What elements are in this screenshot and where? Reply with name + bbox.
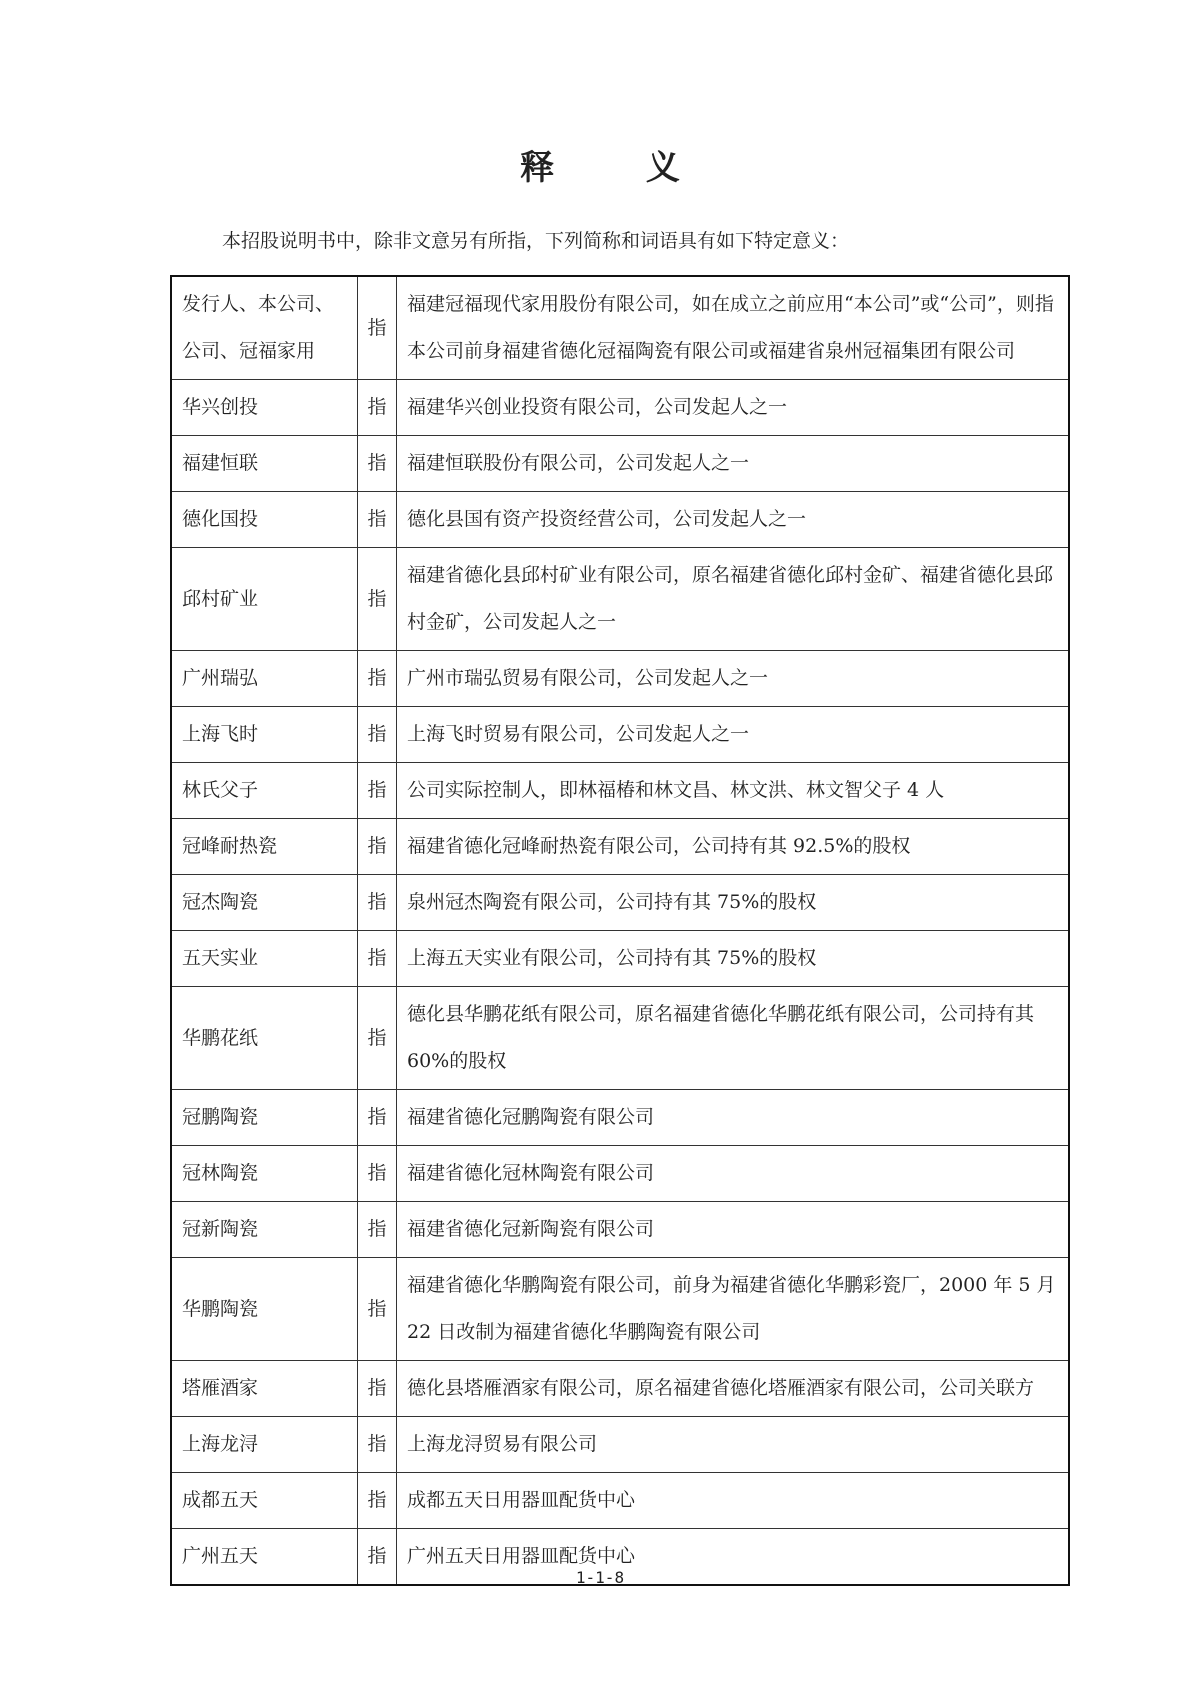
ref-cell: 指 xyxy=(358,651,397,707)
ref-cell: 指 xyxy=(358,1417,397,1473)
table-row xyxy=(171,1258,1069,1361)
ref-cell: 指 xyxy=(358,1473,397,1529)
page-title: 释 义 xyxy=(520,148,720,188)
ref-cell: 指 xyxy=(358,1090,397,1146)
ref-cell: 指 xyxy=(358,548,397,651)
table-row xyxy=(171,987,1069,1090)
definition-cell: 公司实际控制人，即林福椿和林文昌、林文洪、林文智父子 4 人 xyxy=(397,763,1070,819)
definition-cell: 福建省德化冠鹏陶瓷有限公司 xyxy=(397,1090,1070,1146)
definition-cell: 德化县华鹏花纸有限公司，原名福建省德化华鹏花纸有限公司，公司持有其 60%的股权 xyxy=(397,987,1070,1090)
ref-cell: 指 xyxy=(358,1202,397,1258)
term-cell: 塔雁酒家 xyxy=(171,1361,358,1417)
definition-cell: 广州市瑞弘贸易有限公司，公司发起人之一 xyxy=(397,651,1070,707)
table-row xyxy=(171,380,1069,436)
ref-cell: 指 xyxy=(358,380,397,436)
term-cell: 上海龙浔 xyxy=(171,1417,358,1473)
definition-cell: 福建省德化冠林陶瓷有限公司 xyxy=(397,1146,1070,1202)
definition-cell: 福建省德化冠新陶瓷有限公司 xyxy=(397,1202,1070,1258)
table-row xyxy=(171,1473,1069,1529)
ref-cell: 指 xyxy=(358,1258,397,1361)
definition-cell: 德化县塔雁酒家有限公司，原名福建省德化塔雁酒家有限公司，公司关联方 xyxy=(397,1361,1070,1417)
ref-cell: 指 xyxy=(358,1529,397,1586)
intro-text: 本招股说明书中，除非文意另有所指，下列简称和词语具有如下特定意义： xyxy=(222,230,850,252)
table-row xyxy=(171,1202,1069,1258)
definition-cell: 福建省德化县邱村矿业有限公司，原名福建省德化邱村金矿、福建省德化县邱村金矿，公司发起人之一 xyxy=(397,548,1070,651)
table-row xyxy=(171,931,1069,987)
term-cell: 成都五天 xyxy=(171,1473,358,1529)
term-cell: 冠杰陶瓷 xyxy=(171,875,358,931)
ref-cell: 指 xyxy=(358,931,397,987)
page-number: 1-1-8 xyxy=(575,1568,625,1587)
table-row xyxy=(171,276,1069,380)
table-row xyxy=(171,1146,1069,1202)
definition-cell: 广州五天日用器皿配货中心 xyxy=(397,1529,1070,1586)
definitions-table xyxy=(170,275,1070,1586)
term-cell: 德化国投 xyxy=(171,492,358,548)
ref-cell: 指 xyxy=(358,492,397,548)
ref-cell: 指 xyxy=(358,987,397,1090)
table-row xyxy=(171,436,1069,492)
definition-cell: 福建华兴创业投资有限公司，公司发起人之一 xyxy=(397,380,1070,436)
definition-cell: 福建省德化华鹏陶瓷有限公司，前身为福建省德化华鹏彩瓷厂，2000 年 5 月 22 日改制为福建省德化华鹏陶瓷有限公司 xyxy=(397,1258,1070,1361)
definition-cell: 德化县国有资产投资经营公司，公司发起人之一 xyxy=(397,492,1070,548)
ref-cell: 指 xyxy=(358,276,397,380)
ref-cell: 指 xyxy=(358,763,397,819)
table-row xyxy=(171,548,1069,651)
term-cell: 华鹏花纸 xyxy=(171,987,358,1090)
term-cell: 冠鹏陶瓷 xyxy=(171,1090,358,1146)
term-cell: 华鹏陶瓷 xyxy=(171,1258,358,1361)
ref-cell: 指 xyxy=(358,819,397,875)
table-row xyxy=(171,763,1069,819)
term-cell: 发行人、本公司、公司、冠福家用 xyxy=(171,276,358,380)
table-row xyxy=(171,819,1069,875)
ref-cell: 指 xyxy=(358,1146,397,1202)
table-row xyxy=(171,492,1069,548)
term-cell: 冠新陶瓷 xyxy=(171,1202,358,1258)
table-row xyxy=(171,1361,1069,1417)
term-cell: 冠峰耐热瓷 xyxy=(171,819,358,875)
definition-cell: 泉州冠杰陶瓷有限公司，公司持有其 75%的股权 xyxy=(397,875,1070,931)
term-cell: 林氏父子 xyxy=(171,763,358,819)
term-cell: 福建恒联 xyxy=(171,436,358,492)
definition-cell: 上海五天实业有限公司，公司持有其 75%的股权 xyxy=(397,931,1070,987)
ref-cell: 指 xyxy=(358,875,397,931)
table-row xyxy=(171,875,1069,931)
table-row xyxy=(171,707,1069,763)
definition-cell: 福建恒联股份有限公司，公司发起人之一 xyxy=(397,436,1070,492)
ref-cell: 指 xyxy=(358,1361,397,1417)
definition-cell: 福建冠福现代家用股份有限公司，如在成立之前应用“本公司”或“公司”，则指本公司前身福建省德化冠福陶瓷有限公司或福建省泉州冠福集团有限公司 xyxy=(397,276,1070,380)
table-row xyxy=(171,1090,1069,1146)
table-row xyxy=(171,1417,1069,1473)
ref-cell: 指 xyxy=(358,707,397,763)
term-cell: 广州五天 xyxy=(171,1529,358,1586)
term-cell: 广州瑞弘 xyxy=(171,651,358,707)
term-cell: 冠林陶瓷 xyxy=(171,1146,358,1202)
definition-cell: 上海龙浔贸易有限公司 xyxy=(397,1417,1070,1473)
ref-cell: 指 xyxy=(358,436,397,492)
term-cell: 五天实业 xyxy=(171,931,358,987)
definition-cell: 福建省德化冠峰耐热瓷有限公司，公司持有其 92.5%的股权 xyxy=(397,819,1070,875)
table-row xyxy=(171,651,1069,707)
definition-cell: 上海飞时贸易有限公司，公司发起人之一 xyxy=(397,707,1070,763)
definition-cell: 成都五天日用器皿配货中心 xyxy=(397,1473,1070,1529)
term-cell: 华兴创投 xyxy=(171,380,358,436)
term-cell: 上海飞时 xyxy=(171,707,358,763)
term-cell: 邱村矿业 xyxy=(171,548,358,651)
